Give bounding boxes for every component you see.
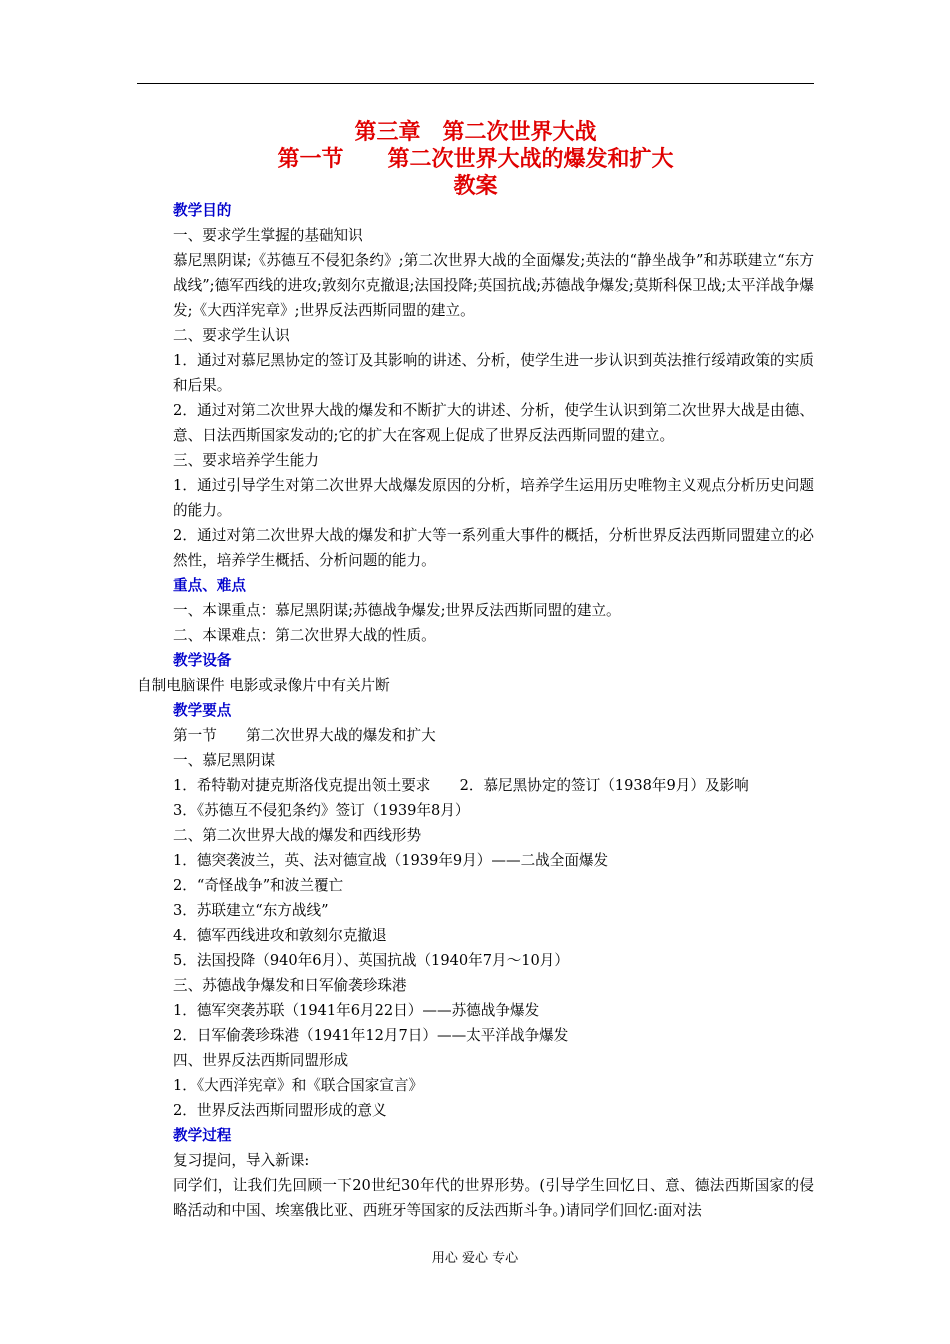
outline-line: 第一节 第二次世界大战的爆发和扩大 — [173, 727, 436, 744]
outline-line: 1．《大西洋宪章》和《联合国家宣言》 — [173, 1077, 424, 1094]
chapter-title: 第三章 第二次世界大战 — [354, 119, 597, 145]
outline-line: 2．“奇怪战争”和波兰覆亡 — [173, 877, 344, 894]
page-footer: 用心 爱心 专心 — [431, 1251, 519, 1266]
heading-process: 教学过程 — [173, 1127, 232, 1144]
objective-3: 三、要求培养学生能力 — [173, 452, 319, 469]
title-block — [137, 119, 814, 200]
paragraph-ability-2: 2．通过对第二次世界大战的爆发和扩大等一系列重大事件的概括，分析世界反法西斯同盟建立的必然性，培养学生概括、分析问题的能力。 — [173, 527, 814, 569]
outline-line: 5．法国投降（940年6月）、英国抗战（1940年7月～10月） — [173, 952, 569, 969]
paragraph-review: 同学们，让我们先回顾一下20世纪30年代的世界形势。(引导学生回忆日、意、德法西斯国家的侵略活动和中国、埃塞俄比亚、西班牙等国家的反法西斯斗争。)请同学们回忆:面对法 — [173, 1177, 814, 1219]
outline-line: 1．希特勒对捷克斯洛伐克提出领土要求 2．慕尼黑协定的签订（1938年9月）及影响 — [173, 777, 749, 794]
equipment-text: 自制电脑课件 电影或录像片中有关片断 — [137, 677, 390, 694]
process-intro: 复习提问，导入新课: — [173, 1152, 310, 1169]
outline-line: 2．日军偷袭珍珠港（1941年12月7日）——太平洋战争爆发 — [173, 1027, 569, 1044]
heading-objectives: 教学目的 — [173, 202, 232, 219]
paragraph-understanding-2: 2．通过对第二次世界大战的爆发和不断扩大的讲述、分析，使学生认识到第二次世界大战是由德、意、日法西斯国家发动的;它的扩大在客观上促成了世界反法西斯同盟的建立。 — [173, 402, 814, 444]
section-title: 第一节 第二次世界大战的爆发和扩大 — [277, 146, 674, 172]
objective-1: 一、要求学生掌握的基础知识 — [173, 227, 363, 244]
outline-line: 1．德军突袭苏联（1941年6月22日）——苏德战争爆发 — [173, 1002, 540, 1019]
outline-line: 3．苏联建立“东方战线” — [173, 902, 329, 919]
outline-line: 3．《苏德互不侵犯条约》签订（1939年8月） — [173, 802, 470, 819]
heading-outline: 教学要点 — [173, 702, 232, 719]
paragraph-ability-1: 1．通过引导学生对第二次世界大战爆发原因的分析，培养学生运用历史唯物主义观点分析历史问题的能力。 — [173, 477, 814, 519]
outline-line: 4．德军西线进攻和敦刻尔克撤退 — [173, 927, 387, 944]
heading-key-points: 重点、难点 — [173, 577, 246, 594]
difficult-point: 二、本课难点：第二次世界大战的性质。 — [173, 627, 436, 644]
outline-line: 1．德突袭波兰，英、法对德宣战（1939年9月）——二战全面爆发 — [173, 852, 609, 869]
outline-line: 一、慕尼黑阴谋 — [173, 752, 276, 769]
paragraph-knowledge: 慕尼黑阴谋;《苏德互不侵犯条约》;第二次世界大战的全面爆发;英法的“静坐战争”和苏联建立“东方战线”;德军西线的进攻;敦刻尔克撤退;法国投降;英国抗战;苏德战争爆发;莫斯科保卫战;太平洋战争爆发;《大西洋宪章》;世界反法西斯同盟的建立。 — [173, 252, 814, 319]
paragraph-understanding-1: 1．通过对慕尼黑协定的签订及其影响的讲述、分析，使学生进一步认识到英法推行绥靖政策的实质和后果。 — [173, 352, 814, 394]
key-point: 一、本课重点：慕尼黑阴谋;苏德战争爆发;世界反法西斯同盟的建立。 — [173, 602, 621, 619]
document-body — [137, 198, 814, 1223]
header-rule — [137, 83, 814, 84]
objective-2: 二、要求学生认识 — [173, 327, 290, 344]
heading-equipment: 教学设备 — [173, 652, 232, 669]
outline-line: 2．世界反法西斯同盟形成的意义 — [173, 1102, 387, 1119]
outline-line: 三、苏德战争爆发和日军偷袭珍珠港 — [173, 977, 407, 994]
outline-line: 四、世界反法西斯同盟形成 — [173, 1052, 349, 1069]
document-title: 教案 — [453, 173, 498, 199]
outline-line: 二、第二次世界大战的爆发和西线形势 — [173, 827, 422, 844]
